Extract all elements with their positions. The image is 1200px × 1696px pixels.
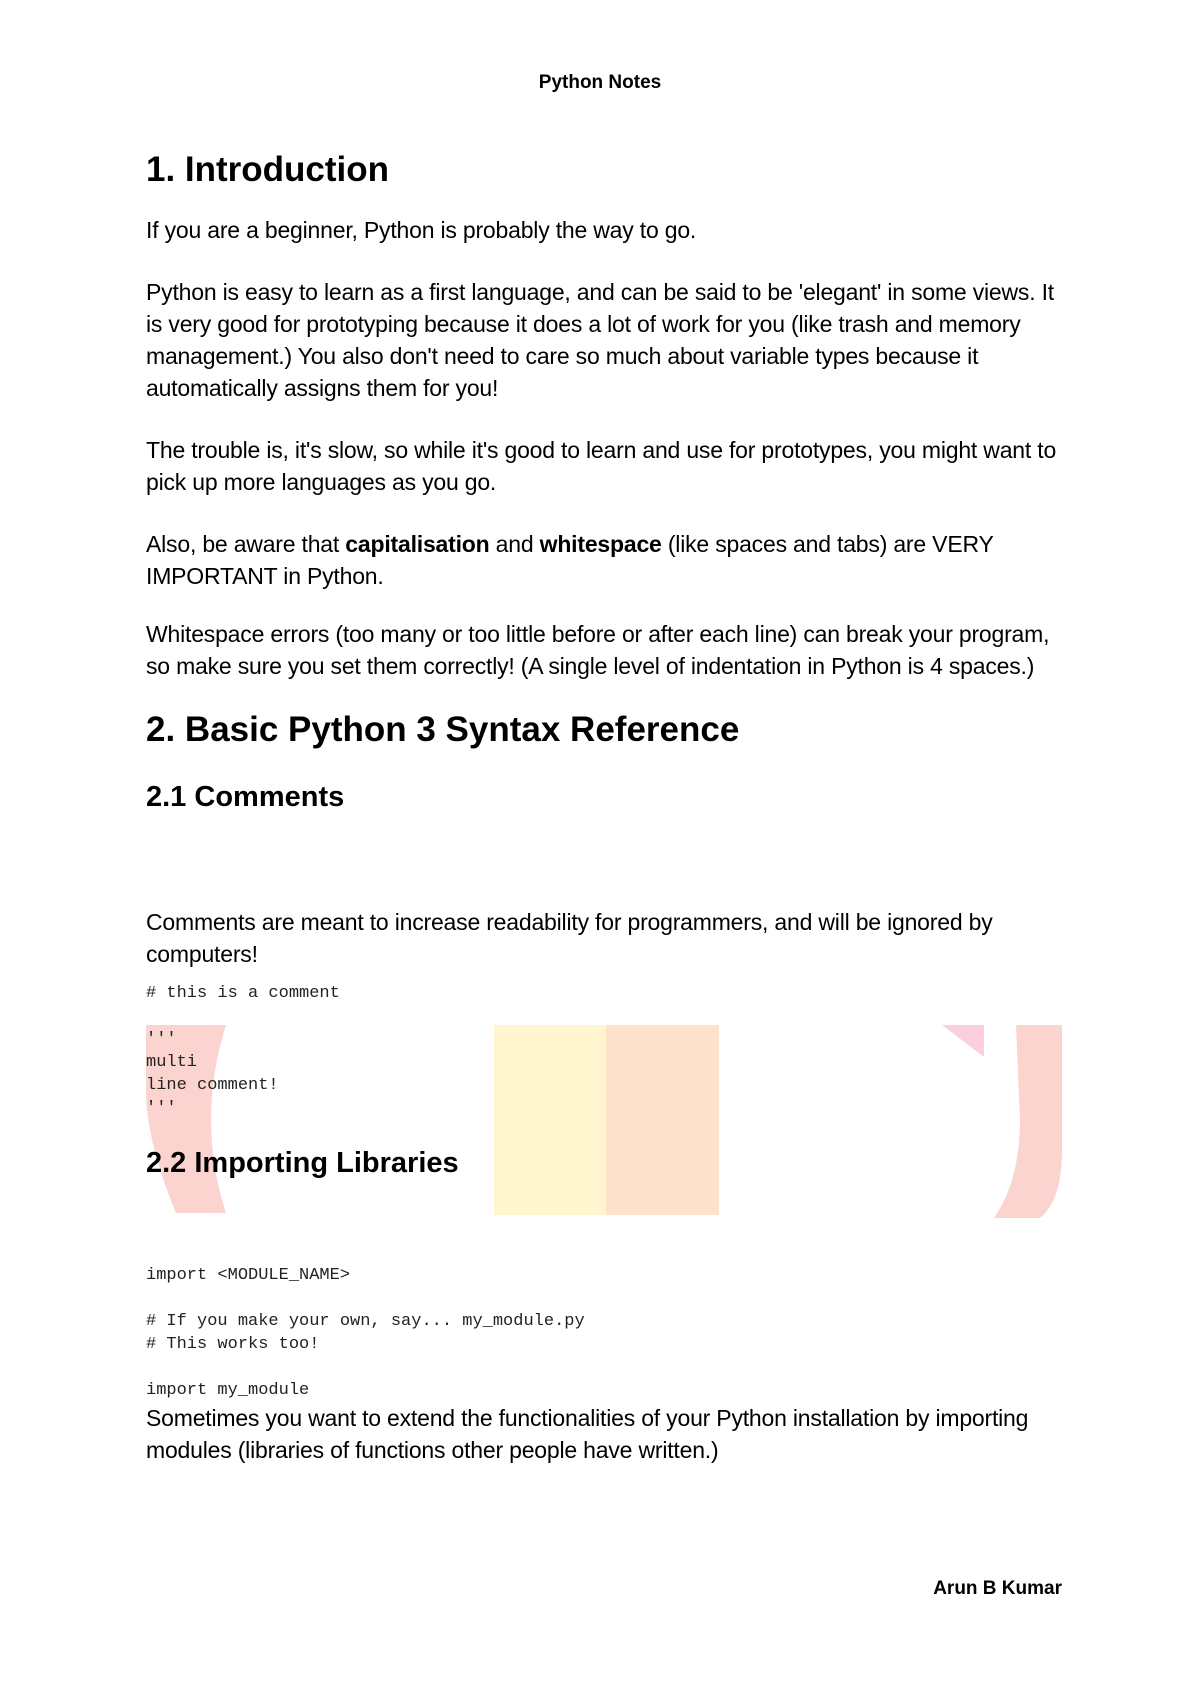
intro-paragraph-4 (146, 528, 1066, 592)
intro-paragraph-2: Python is easy to learn as a first language, and can be said to be 'elegant' in some views. It is very good for prototyping because it does a lot of work for you (like trash and memory management.) You also don't need to care so much about variable types because it automatically assigns them for you! (146, 279, 1054, 401)
keyword-whitespace: whitespace (539, 531, 662, 557)
document-body (146, 148, 1066, 1466)
subsection-heading-comments: 2.1 Comments (146, 781, 345, 813)
section-heading-syntax: 2. Basic Python 3 Syntax Reference (146, 710, 740, 749)
comments-code-block: # this is a comment ''' multi line comment! ''' (146, 984, 340, 1118)
p4-middle: and (489, 531, 540, 557)
page-footer-author: Arun B Kumar (933, 1578, 1062, 1599)
import-code-block: import <MODULE_NAME> # If you make your own, say... my_module.py # This works too! (146, 1266, 585, 1354)
page-header: Python Notes (538, 72, 662, 93)
intro-paragraph-1: If you are a beginner, Python is probably the way to go. (146, 217, 697, 243)
p4-after: (like spaces and tabs) are VERY IMPORTANT in Python. (146, 531, 994, 589)
section-heading-introduction: 1. Introduction (146, 150, 390, 189)
intro-paragraph-3: The trouble is, it's slow, so while it's good to learn and use for prototypes, you might want to pick up more languages as you go. (146, 437, 1057, 495)
importing-description: Sometimes you want to extend the functionalities of your Python installation by importing modules (libraries of functions other people have written.) (146, 1405, 1029, 1463)
keyword-capitalisation: capitalisation (345, 531, 490, 557)
import-my-module-code: import my_module (146, 1381, 310, 1400)
p4-before: Also, be aware that (146, 531, 346, 557)
comments-description: Comments are meant to increase readability for programmers, and will be ignored by computers! (146, 909, 993, 967)
subsection-heading-importing: 2.2 Importing Libraries (146, 1147, 459, 1179)
intro-paragraph-5: Whitespace errors (too many or too little before or after each line) can break your program, so make sure you set them correctly! (A single level of indentation in Python is 4 spaces.) (146, 621, 1050, 679)
